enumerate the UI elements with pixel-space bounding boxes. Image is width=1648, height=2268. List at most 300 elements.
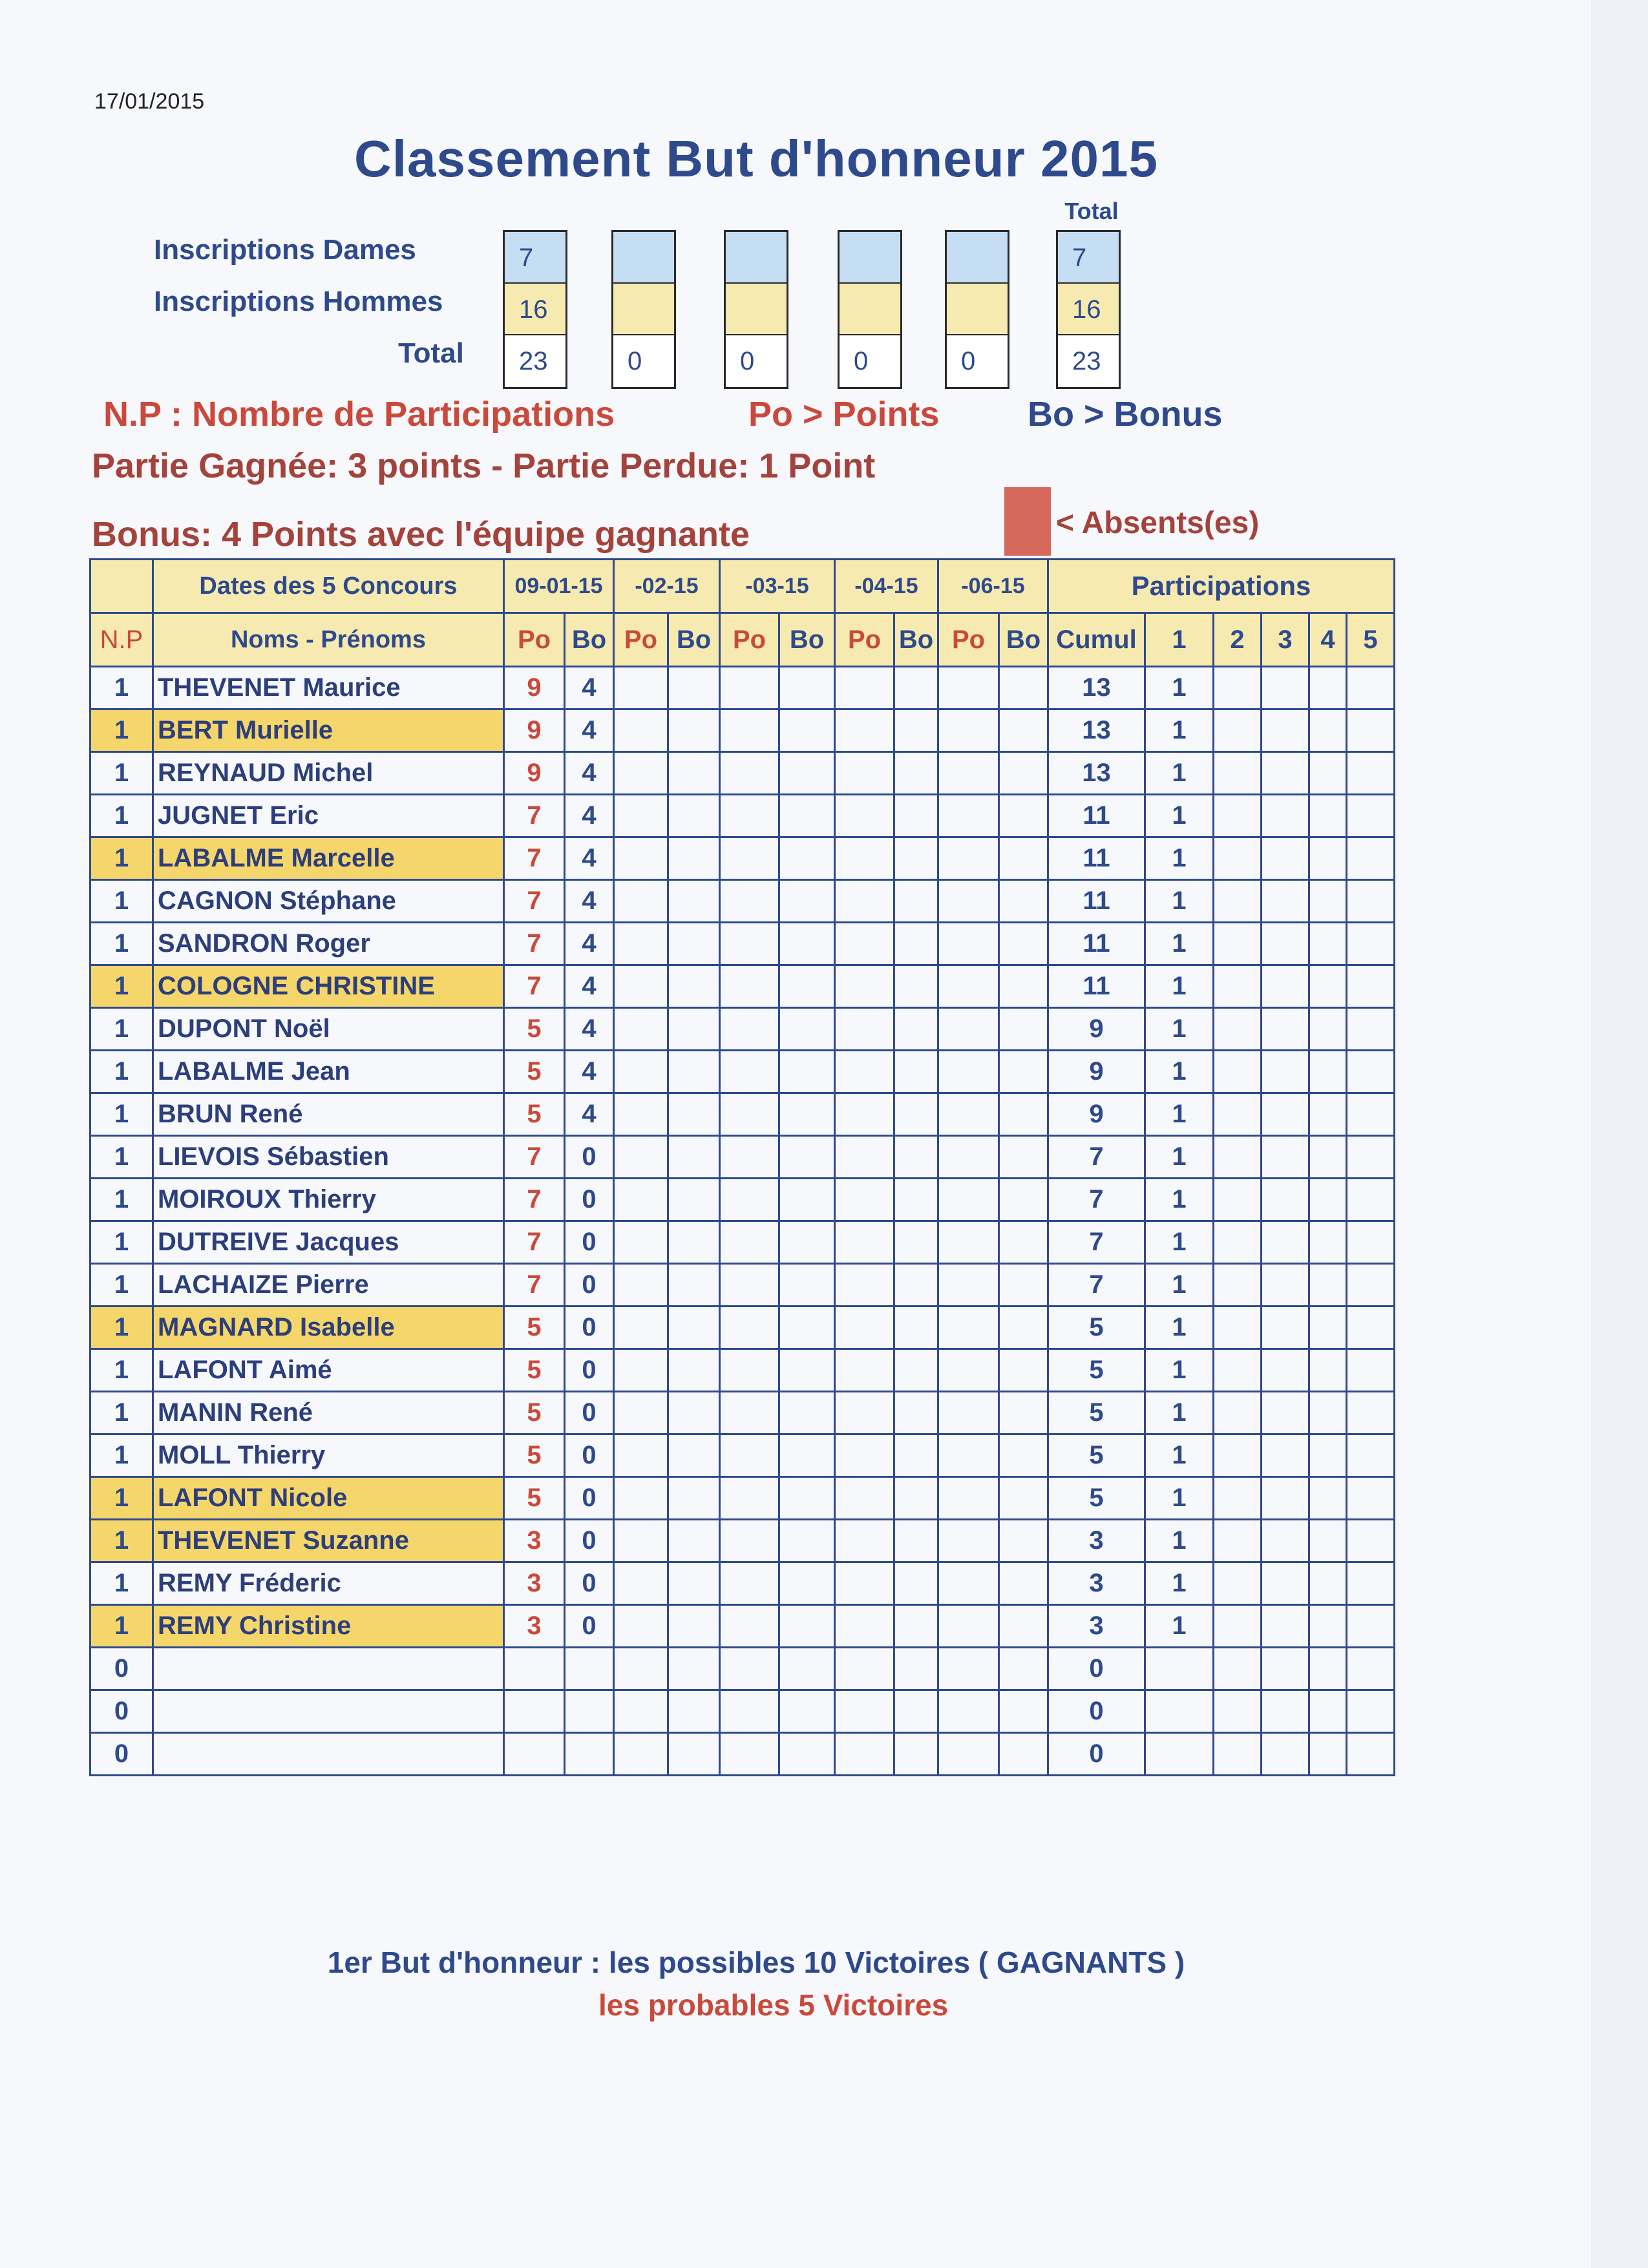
participation-cell (1145, 1648, 1214, 1690)
po-cell (938, 1434, 999, 1477)
name-cell: JUGNET Eric (153, 795, 504, 837)
table-row (90, 1051, 1395, 1093)
bo-cell (999, 1648, 1048, 1690)
bo-cell (894, 1520, 938, 1562)
po-cell (835, 1307, 894, 1349)
cumul-cell: 5 (1048, 1392, 1145, 1434)
po-cell (720, 1434, 779, 1477)
bo-cell (894, 1307, 938, 1349)
np-cell: 1 (90, 1307, 153, 1349)
inscriptions-column-4 (838, 230, 902, 389)
po-cell (938, 1605, 999, 1648)
bo-cell (999, 1434, 1048, 1477)
participation-cell (1262, 880, 1309, 923)
participation-cell (1262, 1264, 1309, 1307)
bo-cell: 0 (565, 1264, 614, 1307)
np-cell: 1 (90, 1136, 153, 1179)
bo-cell (999, 1179, 1048, 1221)
bo-cell (894, 1690, 938, 1733)
bo-cell (779, 1605, 835, 1648)
cumul-cell: 9 (1048, 1051, 1145, 1093)
label-inscriptions-hommes: Inscriptions Hommes (154, 286, 443, 317)
inscriptions-dames-value (947, 232, 1008, 284)
participation-cell (1214, 1605, 1262, 1648)
cumul-cell: 11 (1048, 923, 1145, 965)
bo-cell (999, 709, 1048, 752)
name-cell (153, 1733, 504, 1776)
bo-cell: 4 (565, 709, 614, 752)
po-cell: 5 (504, 1349, 565, 1392)
participation-cell (1214, 1733, 1262, 1776)
participation-cell: 1 (1145, 965, 1214, 1008)
bo-cell (779, 1264, 835, 1307)
bo-cell: 4 (565, 1051, 614, 1093)
po-cell (720, 1008, 779, 1051)
table-header-dates (90, 560, 1395, 613)
table-row (90, 965, 1395, 1008)
header-po-2: Po (614, 613, 668, 667)
name-cell: DUPONT Noël (153, 1008, 504, 1051)
table-row (90, 1093, 1395, 1136)
name-cell: COLOGNE CHRISTINE (153, 965, 504, 1008)
po-cell (614, 1221, 668, 1264)
participation-cell (1262, 1520, 1309, 1562)
participation-cell (1214, 752, 1262, 795)
bo-cell (668, 1690, 720, 1733)
po-cell (938, 1008, 999, 1051)
po-cell (938, 880, 999, 923)
np-cell: 1 (90, 1179, 153, 1221)
po-cell (835, 1520, 894, 1562)
po-cell (938, 1690, 999, 1733)
bo-cell (894, 880, 938, 923)
bo-cell (999, 1051, 1048, 1093)
bo-cell (894, 837, 938, 880)
bo-cell (999, 1733, 1048, 1776)
po-cell (938, 1221, 999, 1264)
po-cell (835, 1690, 894, 1733)
header-bo-4: Bo (894, 613, 938, 667)
bo-cell (999, 923, 1048, 965)
participation-cell (1347, 1434, 1395, 1477)
bo-cell: 4 (565, 837, 614, 880)
participation-cell: 1 (1145, 1477, 1214, 1520)
po-cell (614, 1434, 668, 1477)
bo-cell (779, 1690, 835, 1733)
po-cell (720, 1179, 779, 1221)
po-cell (835, 923, 894, 965)
name-cell: REYNAUD Michel (153, 752, 504, 795)
po-cell (938, 837, 999, 880)
inscriptions-dames-value: 7 (1058, 232, 1119, 284)
cumul-cell: 3 (1048, 1562, 1145, 1605)
participation-cell (1309, 1264, 1347, 1307)
po-cell (504, 1648, 565, 1690)
table-row (90, 1733, 1395, 1776)
bo-cell (779, 1562, 835, 1605)
np-cell: 1 (90, 837, 153, 880)
table-row (90, 1605, 1395, 1648)
po-cell (835, 795, 894, 837)
header-bo-5: Bo (999, 613, 1048, 667)
participation-cell (1309, 1562, 1347, 1605)
bo-cell (565, 1733, 614, 1776)
po-cell (938, 1520, 999, 1562)
bo-cell (668, 1392, 720, 1434)
participation-cell (1309, 1520, 1347, 1562)
po-cell (835, 1179, 894, 1221)
po-cell (720, 1051, 779, 1093)
participation-cell (1262, 1136, 1309, 1179)
po-cell (938, 795, 999, 837)
participation-cell (1214, 1093, 1262, 1136)
participation-cell (1347, 1349, 1395, 1392)
header-part-2: 2 (1214, 613, 1262, 667)
po-cell (938, 1307, 999, 1349)
participation-cell (1347, 709, 1395, 752)
participation-cell (1309, 1349, 1347, 1392)
participation-cell (1214, 1520, 1262, 1562)
po-cell (614, 1093, 668, 1136)
inscriptions-column-1 (503, 230, 567, 389)
np-cell: 0 (90, 1690, 153, 1733)
header-participations: Participations (1048, 560, 1395, 613)
participation-cell: 1 (1145, 1221, 1214, 1264)
participation-cell: 1 (1145, 709, 1214, 752)
participation-cell (1309, 1008, 1347, 1051)
name-cell: LACHAIZE Pierre (153, 1264, 504, 1307)
name-cell (153, 1690, 504, 1733)
participation-cell (1347, 1093, 1395, 1136)
inscriptions-column-3 (724, 230, 788, 389)
po-cell (835, 1605, 894, 1648)
participation-cell (1214, 965, 1262, 1008)
page-title: Classement But d'honneur 2015 (354, 130, 1158, 187)
inscriptions-total-value: 23 (1058, 335, 1119, 387)
bo-cell: 0 (565, 1179, 614, 1221)
participation-cell: 1 (1145, 667, 1214, 709)
np-cell: 1 (90, 752, 153, 795)
name-cell: MAGNARD Isabelle (153, 1307, 504, 1349)
po-cell (835, 965, 894, 1008)
inscriptions-total-value: 0 (726, 335, 787, 387)
participation-cell (1262, 1051, 1309, 1093)
po-cell (938, 1179, 999, 1221)
participation-cell (1309, 1733, 1347, 1776)
np-cell: 1 (90, 1562, 153, 1605)
cumul-cell: 11 (1048, 837, 1145, 880)
header-dates-label: Dates des 5 Concours (153, 560, 504, 613)
po-cell: 7 (504, 880, 565, 923)
po-cell (835, 667, 894, 709)
table-row (90, 1690, 1395, 1733)
po-cell: 7 (504, 923, 565, 965)
bo-cell: 4 (565, 1008, 614, 1051)
bo-cell: 0 (565, 1434, 614, 1477)
bo-cell: 0 (565, 1562, 614, 1605)
inscriptions-dames-value (613, 232, 674, 284)
po-cell (938, 1051, 999, 1093)
bo-cell (999, 1690, 1048, 1733)
bo-cell (668, 1136, 720, 1179)
table-row (90, 1520, 1395, 1562)
po-cell: 5 (504, 1008, 565, 1051)
cumul-cell: 11 (1048, 965, 1145, 1008)
header-cumul: Cumul (1048, 613, 1145, 667)
participation-cell (1347, 1520, 1395, 1562)
po-cell (720, 1392, 779, 1434)
cumul-cell: 7 (1048, 1179, 1145, 1221)
bo-cell (894, 795, 938, 837)
bo-cell (894, 1733, 938, 1776)
bo-cell (779, 1648, 835, 1690)
header-po-1: Po (504, 613, 565, 667)
bo-cell (668, 1733, 720, 1776)
participation-cell (1214, 923, 1262, 965)
np-cell: 1 (90, 1349, 153, 1392)
participation-cell: 1 (1145, 1008, 1214, 1051)
bo-cell (779, 1051, 835, 1093)
po-cell (938, 923, 999, 965)
po-cell (720, 1349, 779, 1392)
bo-cell (668, 1520, 720, 1562)
bo-cell: 4 (565, 752, 614, 795)
np-cell: 1 (90, 965, 153, 1008)
bo-cell: 4 (565, 880, 614, 923)
bo-cell (894, 1179, 938, 1221)
table-row (90, 880, 1395, 923)
bo-cell (668, 752, 720, 795)
participation-cell (1262, 1392, 1309, 1434)
inscriptions-column-2 (611, 230, 676, 389)
bo-cell (779, 1221, 835, 1264)
bo-cell (999, 1221, 1048, 1264)
bo-cell (668, 1051, 720, 1093)
header-bo-1: Bo (565, 613, 614, 667)
bo-cell (668, 1477, 720, 1520)
po-cell: 7 (504, 1221, 565, 1264)
participation-cell (1309, 923, 1347, 965)
header-po-3: Po (720, 613, 779, 667)
bo-cell: 4 (565, 923, 614, 965)
footer-line-2: les probables 5 Victoires (598, 1988, 949, 2022)
participation-cell (1262, 923, 1309, 965)
cumul-cell: 5 (1048, 1434, 1145, 1477)
po-cell: 7 (504, 965, 565, 1008)
header-part-3: 3 (1262, 613, 1309, 667)
table-row (90, 923, 1395, 965)
bo-cell (779, 795, 835, 837)
table-row (90, 795, 1395, 837)
bo-cell (999, 1477, 1048, 1520)
po-cell: 5 (504, 1307, 565, 1349)
po-cell (720, 837, 779, 880)
participation-cell (1214, 1562, 1262, 1605)
participation-cell (1347, 1264, 1395, 1307)
np-cell: 1 (90, 1008, 153, 1051)
bo-cell (999, 752, 1048, 795)
participation-cell: 1 (1145, 1434, 1214, 1477)
participation-cell (1262, 795, 1309, 837)
participation-cell (1262, 1307, 1309, 1349)
inscriptions-hommes-value (613, 284, 674, 335)
po-cell (720, 880, 779, 923)
po-cell (614, 1179, 668, 1221)
po-cell (720, 1690, 779, 1733)
po-cell (720, 923, 779, 965)
bo-cell (779, 1477, 835, 1520)
participation-cell: 1 (1145, 1562, 1214, 1605)
inscriptions-column-5 (945, 230, 1009, 389)
bo-cell (779, 1434, 835, 1477)
bo-cell (668, 1349, 720, 1392)
legend-partie: Partie Gagnée: 3 points - Partie Perdue: 1 Point (92, 446, 876, 485)
participation-cell (1309, 837, 1347, 880)
table-row (90, 709, 1395, 752)
participation-cell (1309, 880, 1347, 923)
po-cell (720, 1221, 779, 1264)
bo-cell (894, 1264, 938, 1307)
name-cell: LABALME Jean (153, 1051, 504, 1093)
participation-cell: 1 (1145, 837, 1214, 880)
po-cell (938, 1349, 999, 1392)
participation-cell (1347, 1605, 1395, 1648)
participation-cell (1262, 1733, 1309, 1776)
po-cell (614, 1648, 668, 1690)
label-inscriptions-dames: Inscriptions Dames (154, 234, 416, 266)
participation-cell (1309, 667, 1347, 709)
inscriptions-hommes-value (726, 284, 787, 335)
np-cell: 0 (90, 1733, 153, 1776)
table-row (90, 1307, 1395, 1349)
label-inscriptions-total: Total (398, 337, 464, 369)
bo-cell (668, 1562, 720, 1605)
participation-cell (1214, 1690, 1262, 1733)
table-row (90, 752, 1395, 795)
po-cell (720, 795, 779, 837)
participation-cell (1347, 667, 1395, 709)
bo-cell (779, 1520, 835, 1562)
participation-cell (1262, 1648, 1309, 1690)
bo-cell (999, 1307, 1048, 1349)
bo-cell (779, 965, 835, 1008)
header-empty (90, 560, 153, 613)
po-cell (835, 1051, 894, 1093)
po-cell: 5 (504, 1434, 565, 1477)
bo-cell (779, 880, 835, 923)
po-cell (938, 965, 999, 1008)
participation-cell: 1 (1145, 923, 1214, 965)
participation-cell (1262, 1349, 1309, 1392)
bo-cell (779, 1392, 835, 1434)
participation-cell (1347, 1136, 1395, 1179)
cumul-cell: 0 (1048, 1648, 1145, 1690)
participation-cell (1347, 1051, 1395, 1093)
bo-cell (999, 1562, 1048, 1605)
bo-cell: 0 (565, 1136, 614, 1179)
bo-cell: 0 (565, 1307, 614, 1349)
po-cell (504, 1690, 565, 1733)
participation-cell (1347, 923, 1395, 965)
po-cell: 7 (504, 837, 565, 880)
bo-cell (894, 1392, 938, 1434)
participation-cell (1347, 880, 1395, 923)
po-cell: 5 (504, 1093, 565, 1136)
bo-cell (894, 1136, 938, 1179)
bo-cell (894, 1349, 938, 1392)
participation-cell (1347, 837, 1395, 880)
inscriptions-total-value: 0 (840, 335, 900, 387)
participation-cell (1347, 795, 1395, 837)
bo-cell (668, 709, 720, 752)
bo-cell (668, 795, 720, 837)
table-row (90, 1392, 1395, 1434)
ranking-table (89, 558, 1395, 1776)
np-cell: 1 (90, 1520, 153, 1562)
np-cell: 1 (90, 1392, 153, 1434)
np-cell: 1 (90, 1093, 153, 1136)
name-cell: REMY Christine (153, 1605, 504, 1648)
header-part-5: 5 (1347, 613, 1395, 667)
bo-cell (779, 923, 835, 965)
bo-cell (779, 1093, 835, 1136)
bo-cell (779, 1179, 835, 1221)
po-cell (614, 1562, 668, 1605)
participation-cell (1309, 1307, 1347, 1349)
header-concours-2: -02-15 (614, 560, 720, 613)
np-cell: 1 (90, 1051, 153, 1093)
np-cell: 1 (90, 667, 153, 709)
name-cell: LAFONT Aimé (153, 1349, 504, 1392)
participation-cell (1262, 965, 1309, 1008)
bo-cell (894, 1562, 938, 1605)
header-part-1: 1 (1145, 613, 1214, 667)
participation-cell (1262, 1179, 1309, 1221)
legend-np: N.P : Nombre de Participations (103, 395, 615, 434)
participation-cell (1214, 1136, 1262, 1179)
table-row (90, 837, 1395, 880)
participation-cell: 1 (1145, 1136, 1214, 1179)
cumul-cell: 0 (1048, 1690, 1145, 1733)
header-np: N.P (90, 613, 153, 667)
bo-cell (894, 923, 938, 965)
po-cell (938, 1093, 999, 1136)
po-cell: 7 (504, 1264, 565, 1307)
bo-cell (779, 1307, 835, 1349)
po-cell (720, 1477, 779, 1520)
name-cell: BERT Murielle (153, 709, 504, 752)
header-bo-3: Bo (779, 613, 835, 667)
po-cell (835, 709, 894, 752)
po-cell: 5 (504, 1051, 565, 1093)
table-header-columns (90, 613, 1395, 667)
name-cell: THEVENET Maurice (153, 667, 504, 709)
participation-cell (1262, 667, 1309, 709)
participation-cell (1262, 1008, 1309, 1051)
po-cell (614, 837, 668, 880)
np-cell: 0 (90, 1648, 153, 1690)
cumul-cell: 7 (1048, 1136, 1145, 1179)
bo-cell: 0 (565, 1349, 614, 1392)
cumul-cell: 11 (1048, 795, 1145, 837)
participation-cell (1262, 1434, 1309, 1477)
bo-cell (668, 1307, 720, 1349)
np-cell: 1 (90, 1434, 153, 1477)
participation-cell (1262, 837, 1309, 880)
po-cell: 7 (504, 1136, 565, 1179)
cumul-cell: 13 (1048, 752, 1145, 795)
np-cell: 1 (90, 1477, 153, 1520)
